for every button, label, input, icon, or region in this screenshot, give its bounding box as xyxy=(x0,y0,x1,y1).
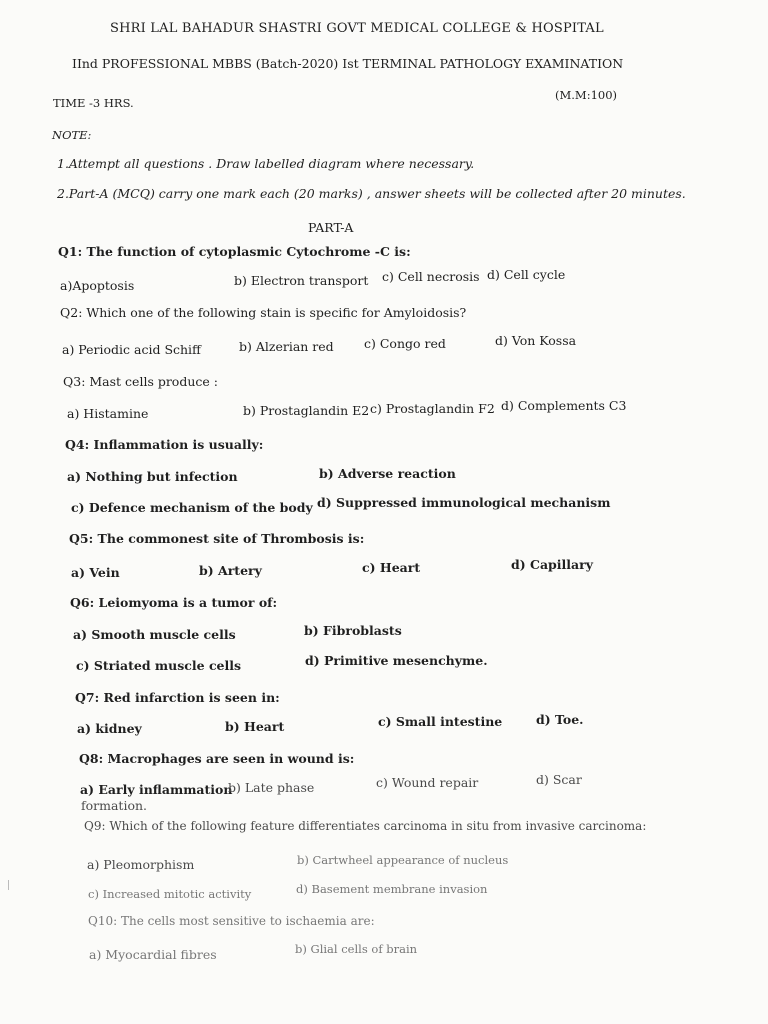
q8-option-c: c) Wound repair xyxy=(376,775,479,790)
q9-option-a: a) Pleomorphism xyxy=(87,857,195,872)
q2-option-c: c) Congo red xyxy=(364,336,446,351)
q3-option-c: c) Prostaglandin F2 xyxy=(370,401,495,416)
q2-option-a: a) Periodic acid Schiff xyxy=(62,342,201,357)
q10-option-a: a) Myocardial fibres xyxy=(89,947,217,962)
question-7: Q7: Red infarction is seen in: xyxy=(75,690,280,705)
q1-option-d: d) Cell cycle xyxy=(487,267,566,282)
q3-option-d: d) Complements C3 xyxy=(501,398,627,413)
question-2: Q2: Which one of the following stain is specific for Amyloidosis? xyxy=(60,305,467,320)
exam-title: IInd PROFESSIONAL MBBS (Batch-2020) Ist TERMINAL PATHOLOGY EXAMINATION xyxy=(72,56,624,71)
q4-option-b: b) Adverse reaction xyxy=(319,466,456,481)
q6-option-a: a) Smooth muscle cells xyxy=(73,627,236,642)
q3-option-b: b) Prostaglandin E2 xyxy=(243,403,370,418)
max-marks: (M.M:100) xyxy=(555,88,618,102)
question-1: Q1: The function of cytoplasmic Cytochrome -C is: xyxy=(58,244,411,259)
question-8: Q8: Macrophages are seen in wound is: xyxy=(79,751,355,766)
q1-option-b: b) Electron transport xyxy=(234,273,369,288)
q6-option-c: c) Striated muscle cells xyxy=(76,658,242,673)
question-6: Q6: Leiomyoma is a tumor of: xyxy=(70,595,278,610)
q4-option-a: a) Nothing but infection xyxy=(67,469,238,484)
q7-option-b: b) Heart xyxy=(225,719,285,734)
q4-option-d: d) Suppressed immunological mechanism xyxy=(317,495,611,510)
q9-option-c: c) Increased mitotic activity xyxy=(88,887,252,901)
q5-option-a: a) Vein xyxy=(71,565,120,580)
q8-option-b: b) Late phase xyxy=(228,780,315,795)
q3-option-a: a) Histamine xyxy=(67,406,149,421)
note-label: NOTE: xyxy=(52,128,92,142)
q7-option-c: c) Small intestine xyxy=(378,714,503,729)
q1-option-a: a)Apoptosis xyxy=(60,278,135,293)
q10-option-b: b) Glial cells of brain xyxy=(295,942,418,956)
q2-option-b: b) Alzerian red xyxy=(239,339,334,354)
exam-time: TIME -3 HRS. xyxy=(53,96,134,110)
q6-option-b: b) Fibroblasts xyxy=(304,623,402,638)
q8-option-a: a) Early inflammation xyxy=(80,782,233,797)
q8-option-d: d) Scar xyxy=(536,772,582,787)
q9-option-b: b) Cartwheel appearance of nucleus xyxy=(297,853,509,867)
question-3: Q3: Mast cells produce : xyxy=(63,374,218,389)
q5-option-c: c) Heart xyxy=(362,560,421,575)
note-1: 1.Attempt all questions . Draw labelled diagram where necessary. xyxy=(57,156,475,171)
q1-option-c: c) Cell necrosis xyxy=(382,269,480,284)
q5-option-b: b) Artery xyxy=(199,563,262,578)
q7-option-a: a) kidney xyxy=(77,721,142,736)
q8-option-d-continued: formation. xyxy=(81,798,148,813)
q5-option-d: d) Capillary xyxy=(511,557,593,572)
part-title: PART-A xyxy=(308,220,354,235)
question-4: Q4: Inflammation is usually: xyxy=(65,437,264,452)
college-title: SHRI LAL BAHADUR SHASTRI GOVT MEDICAL COLLEGE & HOSPITAL xyxy=(110,21,604,36)
question-9: Q9: Which of the following feature differentiates carcinoma in situ from invasive carcinoma: xyxy=(84,819,647,833)
scan-mark xyxy=(8,880,9,890)
q9-option-d: d) Basement membrane invasion xyxy=(296,882,488,896)
q4-option-c: c) Defence mechanism of the body xyxy=(71,500,313,515)
question-10: Q10: The cells most sensitive to ischaemia are: xyxy=(88,914,375,928)
q6-option-d: d) Primitive mesenchyme. xyxy=(305,653,488,668)
q2-option-d: d) Von Kossa xyxy=(495,333,577,348)
question-5: Q5: The commonest site of Thrombosis is: xyxy=(69,531,365,546)
q7-option-d: d) Toe. xyxy=(536,712,584,727)
note-2: 2.Part-A (MCQ) carry one mark each (20 marks) , answer sheets will be collected after 20 minutes. xyxy=(57,186,686,201)
